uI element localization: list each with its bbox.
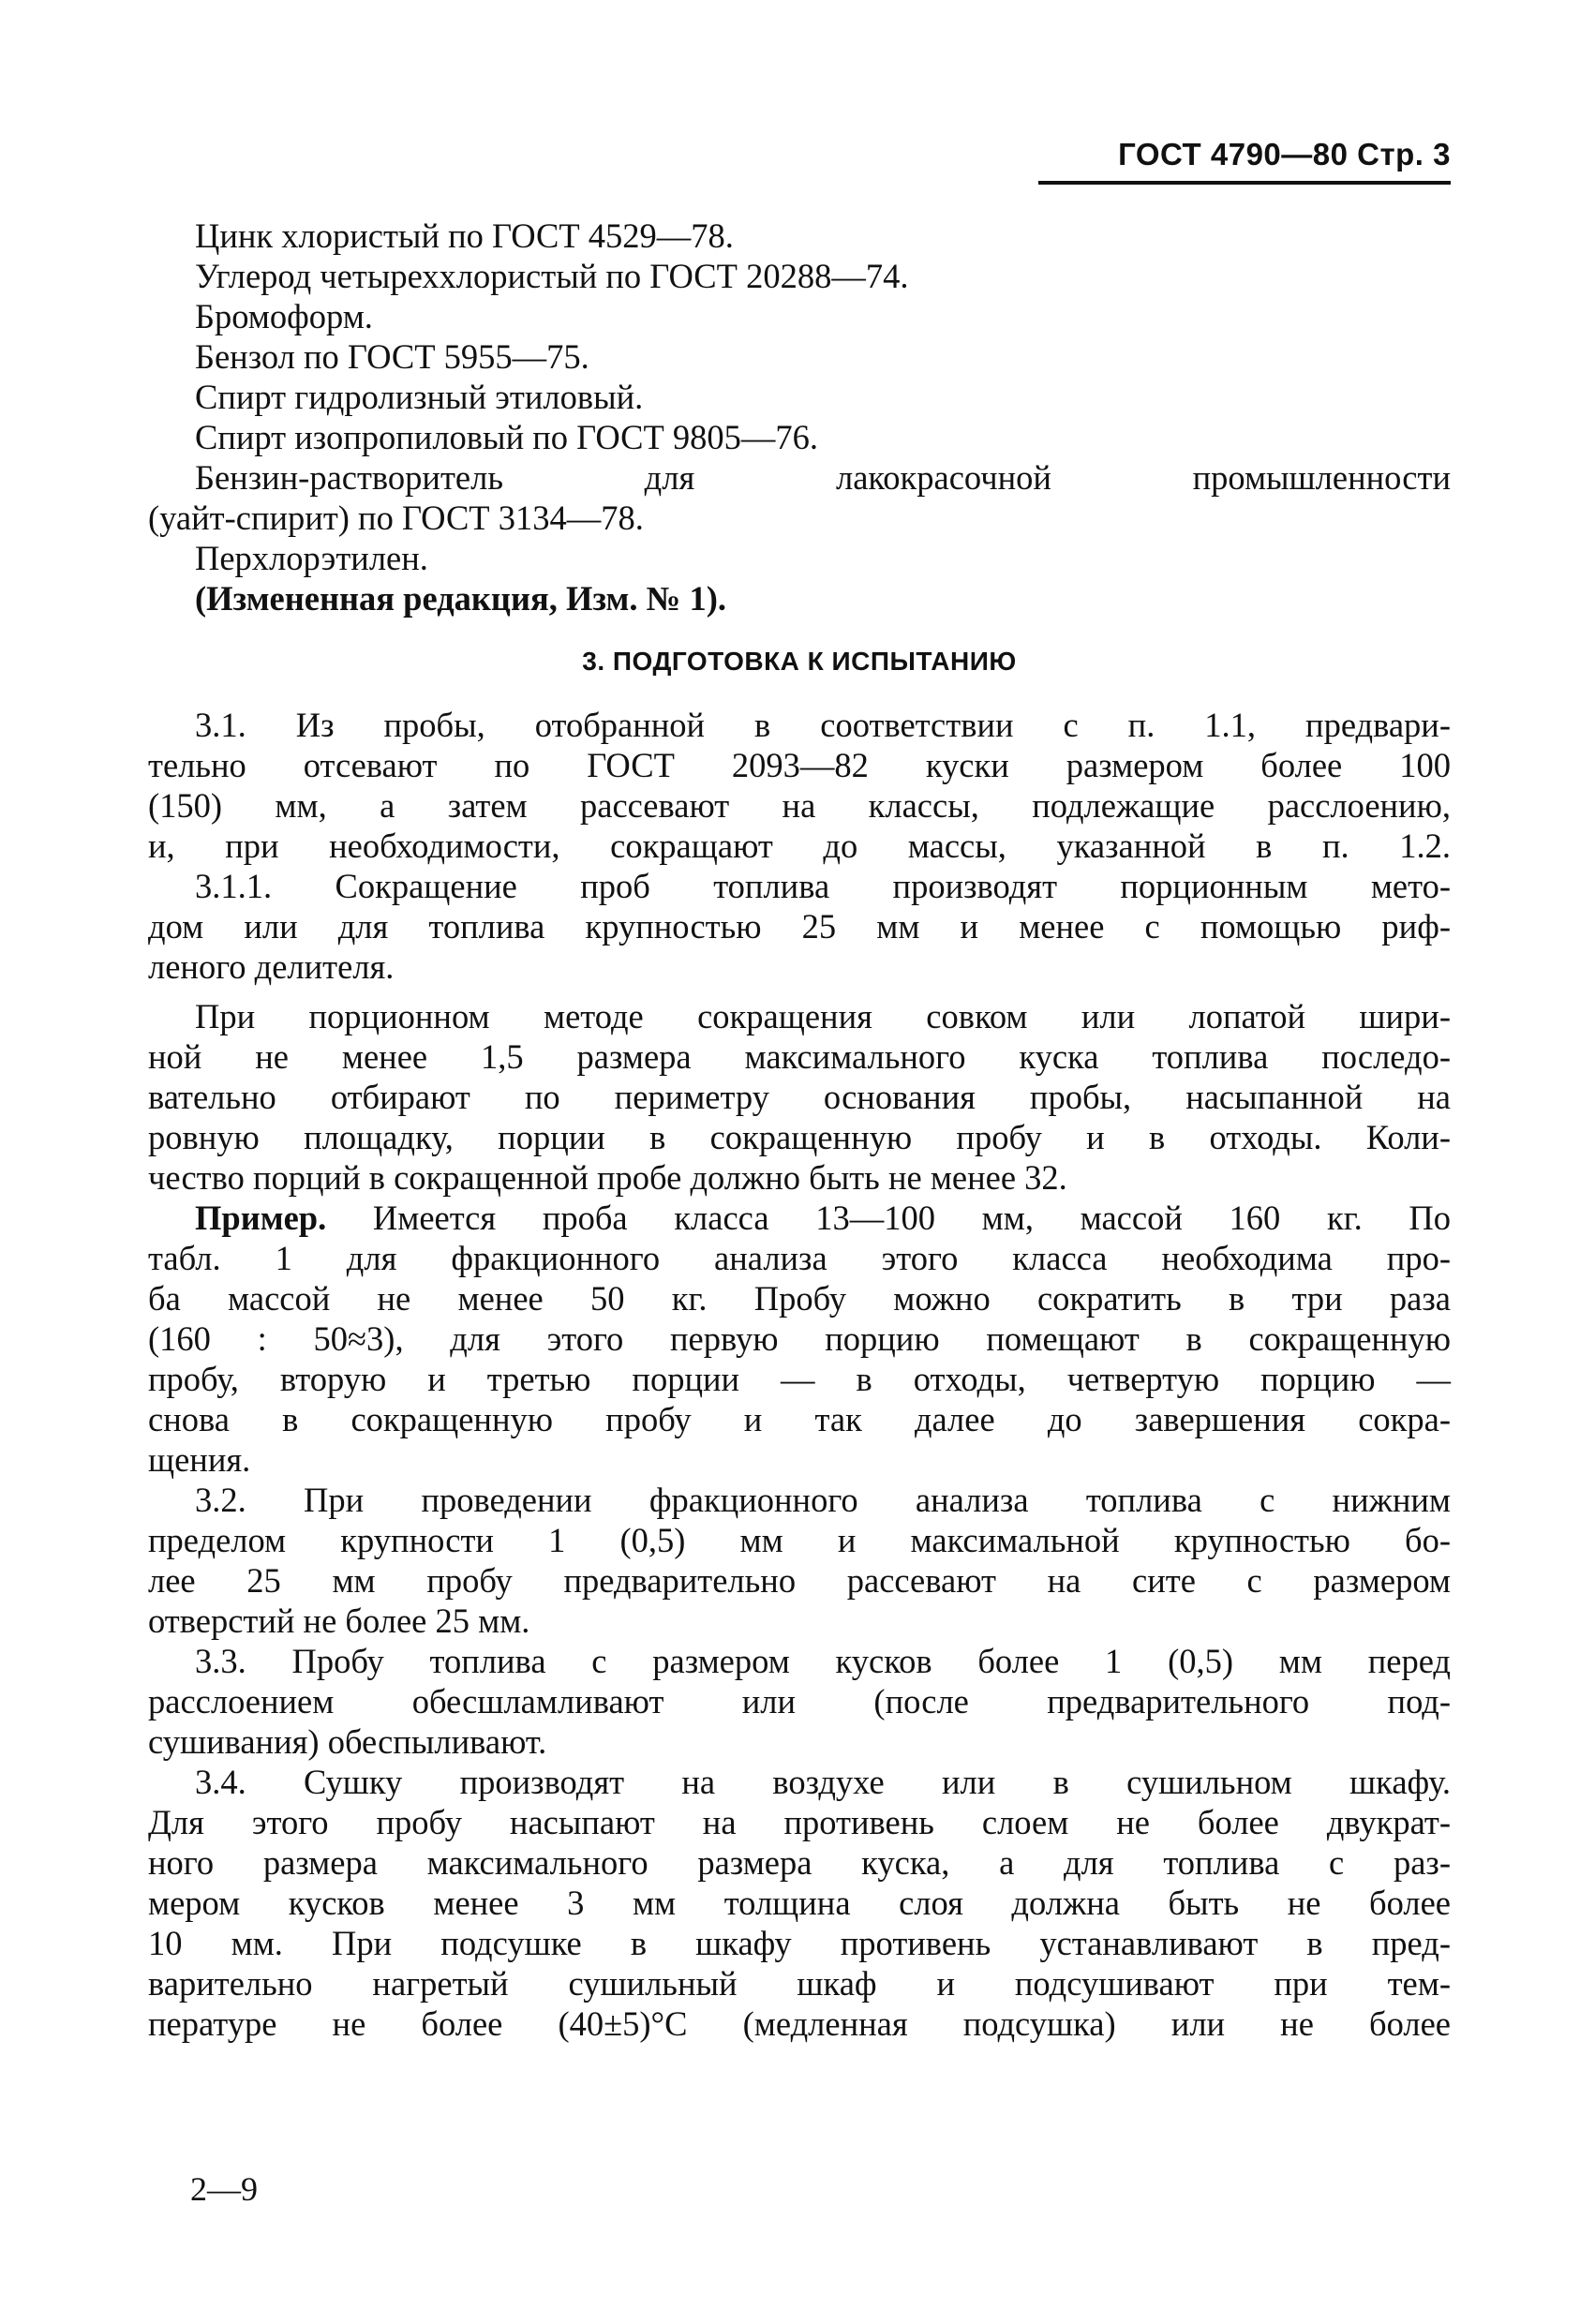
text-line: табл. 1 для фракционного анализа этого класса необходима про-	[148, 1239, 1451, 1277]
text-line: чество порций в сокращенной пробе должно быть не менее 32.	[148, 1158, 1067, 1197]
text-line: (150) мм, а затем рассевают на классы, подлежащие расслоению,	[148, 786, 1451, 825]
text-line: 10 мм. При подсушке в шкафу противень устанавливают в пред-	[148, 1924, 1451, 1962]
text-line: мером кусков менее 3 мм толщина слоя должна быть не более	[148, 1884, 1451, 1922]
document-body	[148, 216, 1451, 2044]
text-line: ной не менее 1,5 размера максимального куска топлива последо-	[148, 1037, 1451, 1076]
text-line: щения.	[148, 1440, 251, 1479]
text-line: сушивания) обеспыливают.	[148, 1722, 547, 1761]
text-line: 3.1.1. Сокращение проб топлива производят порционным мето-	[195, 867, 1451, 905]
example-text: Имеется проба класса 13—100 мм, массой 160 кг. По	[326, 1199, 1451, 1237]
text-line: снова в сокращенную пробу и так далее до завершения сокра-	[148, 1400, 1451, 1438]
paragraph-3-3	[148, 1641, 1451, 1762]
text-line: и, при необходимости, сокращают до массы, указанной в п. 1.2.	[148, 827, 1451, 865]
paragraph-3-1	[148, 705, 1451, 866]
text-line: (160 : 50≈3), для этого первую порцию помещают в сокращенную	[148, 1319, 1451, 1358]
page-header: ГОСТ 4790—80 Стр. 3	[1118, 137, 1451, 171]
text-line: варительно нагретый сушильный шкаф и подсушивают при тем-	[148, 1964, 1451, 2003]
example-label: Пример.	[195, 1199, 327, 1237]
paragraph-3-1-1	[148, 866, 1451, 987]
text-line: пределом крупности 1 (0,5) мм и максимальной крупностью бо-	[148, 1521, 1451, 1559]
text-line	[148, 1198, 1451, 1238]
text-line: При порционном методе сокращения совком или лопатой шири-	[195, 997, 1451, 1035]
text-line: отверстий не более 25 мм.	[148, 1601, 530, 1640]
paragraph-example	[148, 1198, 1451, 1480]
paragraph-3-4	[148, 1762, 1451, 2044]
reagent-item: Бромоформ.	[195, 297, 373, 335]
header-rule	[1038, 181, 1451, 185]
reagent-item-continued: (уайт-спирит) по ГОСТ 3134—78.	[148, 499, 644, 537]
paragraph-3-2	[148, 1480, 1451, 1641]
reagent-list	[148, 216, 1451, 618]
reagent-item: Спирт изопропиловый по ГОСТ 9805—76.	[195, 418, 819, 456]
reagent-item: Бензин-растворитель для лакокрасочной промышленности	[195, 458, 1451, 497]
amendment-note: (Измененная редакция, Изм. № 1).	[195, 579, 726, 618]
text-line: расслоением обесшламливают или (после предварительного под-	[148, 1682, 1451, 1721]
text-line: вательно отбирают по периметру основания пробы, насыпанной на	[148, 1078, 1451, 1116]
text-line: 3.1. Из пробы, отобранной в соответствии с п. 1.1, предвари-	[195, 706, 1451, 744]
text-line: 3.2. При проведении фракционного анализа топлива с нижним	[195, 1481, 1451, 1519]
reagent-item: Цинк хлористый по ГОСТ 4529—78.	[195, 216, 734, 255]
text-line: пробу, вторую и третью порции — в отходы, четвертую порцию —	[148, 1360, 1451, 1398]
text-line: 3.3. Пробу топлива с размером кусков более 1 (0,5) мм перед	[195, 1642, 1451, 1680]
section-heading: 3. ПОДГОТОВКА К ИСПЫТАНИЮ	[582, 647, 1017, 676]
text-line: тельно отсевают по ГОСТ 2093—82 куски размером более 100	[148, 746, 1451, 784]
signature-mark: 2—9	[190, 2170, 258, 2208]
reagent-item: Бензол по ГОСТ 5955—75.	[195, 337, 589, 376]
text-line: лее 25 мм пробу предварительно рассевают на сите с размером	[148, 1561, 1451, 1600]
text-line: Для этого пробу насыпают на противень слоем не более двукрат-	[148, 1803, 1451, 1841]
paragraph-portion-method	[148, 996, 1451, 1198]
text-line: леного делителя.	[148, 947, 395, 986]
reagent-item: Перхлорэтилен.	[195, 539, 428, 577]
reagent-item: Углерод четыреххлористый по ГОСТ 20288—74.	[195, 257, 909, 295]
text-line: ного размера максимального размера куска, а для топлива с раз-	[148, 1843, 1451, 1882]
text-line: ба массой не менее 50 кг. Пробу можно сократить в три раза	[148, 1279, 1451, 1318]
text-line: 3.4. Сушку производят на воздухе или в сушильном шкафу.	[195, 1763, 1451, 1801]
text-line: ровную площадку, порции в сокращенную пробу и в отходы. Коли-	[148, 1118, 1451, 1156]
reagent-item: Спирт гидролизный этиловый.	[195, 378, 644, 416]
text-line: дом или для топлива крупностью 25 мм и менее с помощью риф-	[148, 907, 1451, 946]
text-line: пературе не более (40±5)°С (медленная подсушка) или не более	[148, 2004, 1451, 2043]
